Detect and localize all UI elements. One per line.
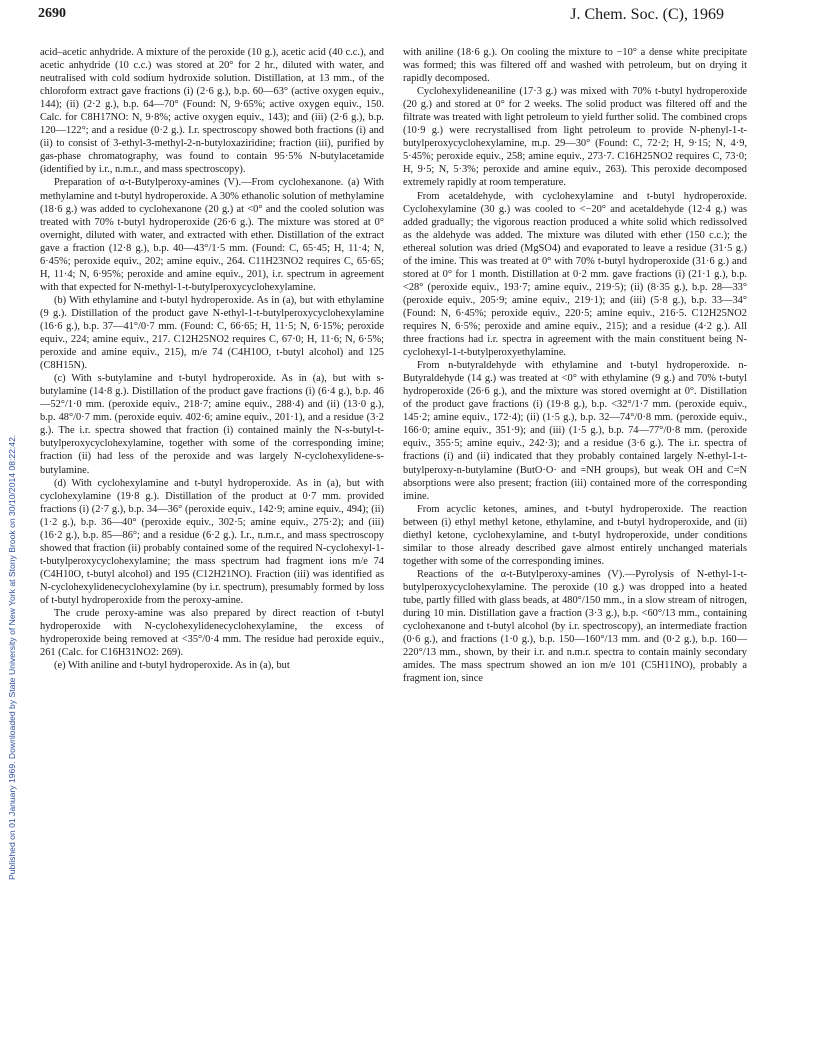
paragraph: with aniline (18·6 g.). On cooling the mixture to −10° a dense white precipitate was formed; this was filtered off and washed with petroleum, but on drying it rapidly decomposed. — [403, 47, 747, 85]
paragraph: Preparation of α-t-Butylperoxy-amines (V).—From cyclohexanone. (a) With methylamine and t-butyl hydroperoxide. A 30% ethanolic solution of methylamine (18·6 g.) was added to cyclohexanone (20 g.) at <0° and the cooled solution was treated with 70% t-butyl hydroperoxide (26·6 g.). The mixture was stored at 0° overnight, diluted with water, and extracted with ether. Distillation of the extract gave a fraction (12·8 g.), b.p. 40—43°/1·5 mm. (Found: C, 65·45; H, 11·4; N, 6·45%; peroxide equiv., 202; amine equiv., 264. C11H23NO2 requires C, 65·65; H, 11·4; N, 6·95%; peroxide and amine equiv., 201), i.r. spectrum in agreement with that expected for N-methyl-1-t-butylperoxycyclohexylamine. — [40, 177, 384, 293]
side-note — [4, 120, 24, 880]
paragraph: (e) With aniline and t-butyl hydroperoxide. As in (a), but — [54, 660, 290, 672]
paragraph: (c) With s-butylamine and t-butyl hydroperoxide. As in (a), but with s-butylamine (14·8 g.). Distillation of the product gave fractions (i) (6·4 g.), b.p. 46—52°/1·0 mm. (peroxide equiv., 218·7; amine equiv., 288·4) and (ii) (13·0 g.), b.p. 48°/0·7 mm. (peroxide equiv. 402·6; amine equiv., 201·1), and a residue (3·2 g.). The i.r. spectra showed that fraction (i) contained mainly the N-s-butyl-t-butylperoxycyclohexylamine, together with some of the corresponding imine; fraction (ii) had less of the peroxide and was largely N-cyclohexylidene-s-butylamine. — [40, 373, 384, 476]
paragraph: (b) With ethylamine and t-butyl hydroperoxide. As in (a), but with ethylamine (9 g.). Distillation of the product gave N-ethyl-1-t-butylperoxycyclohexylamine (16·6 g.), b.p. 37—41°/0·7 mm. (Found: C, 66·65; H, 11·5; N, 6·15%; peroxide equiv., 224; amine equiv., 217. C12H25NO2 requires C, 67·0; H, 11·6; N, 6·5%; peroxide and amine equiv., 215), m/e 74 (C4H10O, t-butyl alcohol) and 125 (C8H15N). — [40, 294, 384, 372]
paragraph: Reactions of the α-t-Butylperoxy-amines (V).—Pyrolysis of N-ethyl-1-t-butylperoxycyclohexylamine. The peroxide (10 g.) was dropped into a heated tube, partly filled with glass beads, at 480°/150 mm., in a slow stream of nitrogen, during 10 min. Distillation gave a fraction (3·3 g.), b.p. <60°/13 mm., containing cyclohexanone and t-butyl alcohol (by i.r. spectroscopy), an intermediate fraction (0·6 g.), and fractions (1·0 g.), b.p. 150—160°/13 mm. and (0·2 g.), b.p. 160—220°/13 mm., shown, by their i.r. and n.m.r. spectra to contain mainly secondary amides. The mass spectrum showed an ion m/e 101 (C5H11NO), probably a fragment ion, since — [403, 568, 747, 685]
paragraph: From n-butyraldehyde with ethylamine and t-butyl hydroperoxide. n-Butyraldehyde (14 g.) was treated at <0° with ethylamine (9 g.) and 70% t-butyl hydroperoxide (26·6 g.), and the mixture was stored overnight at 0°. Distillation of the product gave fractions (i) (19·8 g.), b.p. <32°/1·7 mm. (peroxide equiv., 145·2; amine equiv., 172·4); (ii) (1·5 g.), b.p. 32—74°/0·8 mm. (peroxide equiv., 166·0; amine equiv., 351·9); and (iii) (1·5 g.), b.p. 74—77°/0·8 mm. (peroxide equiv., 355·5; amine equiv., 242·3); and a residue (3·6 g.). The i.r. spectra of fractions (i) and (ii) indicated that they probably contained largely N-ethyl-1-t-butylperoxy-n-butylamine (ButO·O· and =NH groups), but weak OH and C=N absorptions were also present; fraction (iii) contained more of the corresponding imine. — [403, 360, 747, 502]
paragraph: acid–acetic anhydride. A mixture of the peroxide (10 g.), acetic acid (40 c.c.), and acetic anhydride (10 c.c.) was stored at 20° for 2 hr., diluted with water, and neutralised with cold sodium hydroxide solution. Distillation, at 13 mm., of the chloroform extract gave fractions (i) (2·6 g.), b.p. 60—63° (active oxygen equiv., 144); (ii) (2·2 g.), b.p. 64—70° (Found: N, 9·65%; active oxygen equiv., 150. Calc. for C8H17NO: N, 9·8%; active oxygen equiv., 143); and (iii) (2·6 g.), b.p. 120—122°; and a residue (0·2 g.). I.r. spectroscopy showed both fractions (i) and (ii) to consist of 3-ethyl-3-methyl-2-n-butyloxaziridine; fraction (iii), purified by gas-phase chromatography, was found to contain 95·5% N-butylacetamide (identified by i.r., n.m.r., and mass spectroscopy). — [40, 47, 384, 176]
page-number: 2690 — [38, 6, 66, 21]
paragraph: From acyclic ketones, amines, and t-butyl hydroperoxide. The reaction between (i) ethyl methyl ketone, ethylamine, and t-butyl hydroperoxide, and (ii) diethyl ketone, cyclohexylamine, and t-butyl hydroperoxide, under conditions similar to those already described gave almost entirely unchanged materials together with some of the corresponding imines. — [403, 503, 747, 567]
paragraph: Cyclohexylideneaniline (17·3 g.) was mixed with 70% t-butyl hydroperoxide (20 g.) and stored at 0° for 2 weeks. The solid product was filtered off and the filtrate was treated with light petroleum to yield further solid. The combined crops (10·9 g.) were recrystallised from light petroleum to provide N-phenyl-1-t-butylperoxycyclohexylamine, m.p. 29—30° (Found: C, 72·2; H, 9·15; N, 4·9, 5·45%; peroxide equiv., 258; amine equiv., 273·7. C16H25NO2 requires C, 73·0; H, 9·5; N, 5·3%; peroxide and amine equiv., 263). This peroxide decomposed extremely rapidly at room temperature. — [403, 86, 747, 189]
download-notice[interactable]: Published on 01 January 1969. Downloaded by State University of New York at Stony Brook on 30/10/2014 08:22:42. — [7, 434, 17, 880]
paragraph: From acetaldehyde, with cyclohexylamine and t-butyl hydroperoxide. Cyclohexylamine (30 g.) was cooled to <−20° and acetaldehyde (12·4 g.) was added gradually; the vigorous reaction produced a white solid which redissolved as the aldehyde was added. The mixture was diluted with ether (150 c.c.); the ethereal solution was dried (MgSO4) and evaporated to leave a residue (31·5 g.) of the imine. This was treated at 0° with 70% t-butyl hydroperoxide (31·6 g.) and stored at 0° for 1 month. Distillation at 0·2 mm. gave fractions (i) (21·1 g.), b.p. <28° (peroxide equiv., 193·7; amine equiv., 219·5); (ii) (8·35 g.), b.p. 28—33° (peroxide equiv., 205·9; amine equiv., 219·1); and (iii) (5·8 g.), b.p. 33—34° (Found: N, 6·45%; peroxide equiv., 220·5; amine equiv., 216·5. C12H25NO2 requires N, 6·5%; peroxide and amine equiv., 215); and a residue (4·2 g.). All three fractions had i.r. spectra in agreement with the main constituent being N-cyclohexyl-1-t-butylperoxyethylamine. — [403, 190, 747, 359]
paragraph: The crude peroxy-amine was also prepared by direct reaction of t-butyl hydroperoxide with N-cyclohexylidenecyclohexylamine, the excess of hydroperoxide being removed at <35°/0·4 mm. The residue had peroxide equiv., 261 (Calc. for C16H31NO2: 269). — [40, 608, 384, 659]
paragraph: (d) With cyclohexylamine and t-butyl hydroperoxide. As in (a), but with cyclohexylamine (19·8 g.). Distillation of the product at 0·7 mm. provided fractions (i) (2·7 g.), b.p. 34—36° (peroxide equiv., 142·9; amine equiv., 494); (ii) (1·2 g.), b.p. 36—40° (peroxide equiv., 302·5; amine equiv., 275·2); and (iii) (16·2 g.), b.p. 85—86°; and a residue (6·2 g.). I.r., n.m.r., and mass spectroscopy showed that fraction (ii) probably contained some of the required N-cyclohexyl-1-t-butylperoxycyclohexylamine; the mass spectrum had fragment ions m/e 74 (C4H10O, t-butyl alcohol) and 195 (C12H21NO). Fraction (iii) was identified as N-cyclohexylidenecyclohexylamine (by i.r. spectrum), presumably formed by loss of t-butyl hydroperoxide from the peroxy-amine. — [40, 477, 384, 606]
left-column — [40, 46, 384, 672]
journal-header: J. Chem. Soc. (C), 1969 — [570, 6, 724, 23]
right-column — [403, 46, 747, 685]
